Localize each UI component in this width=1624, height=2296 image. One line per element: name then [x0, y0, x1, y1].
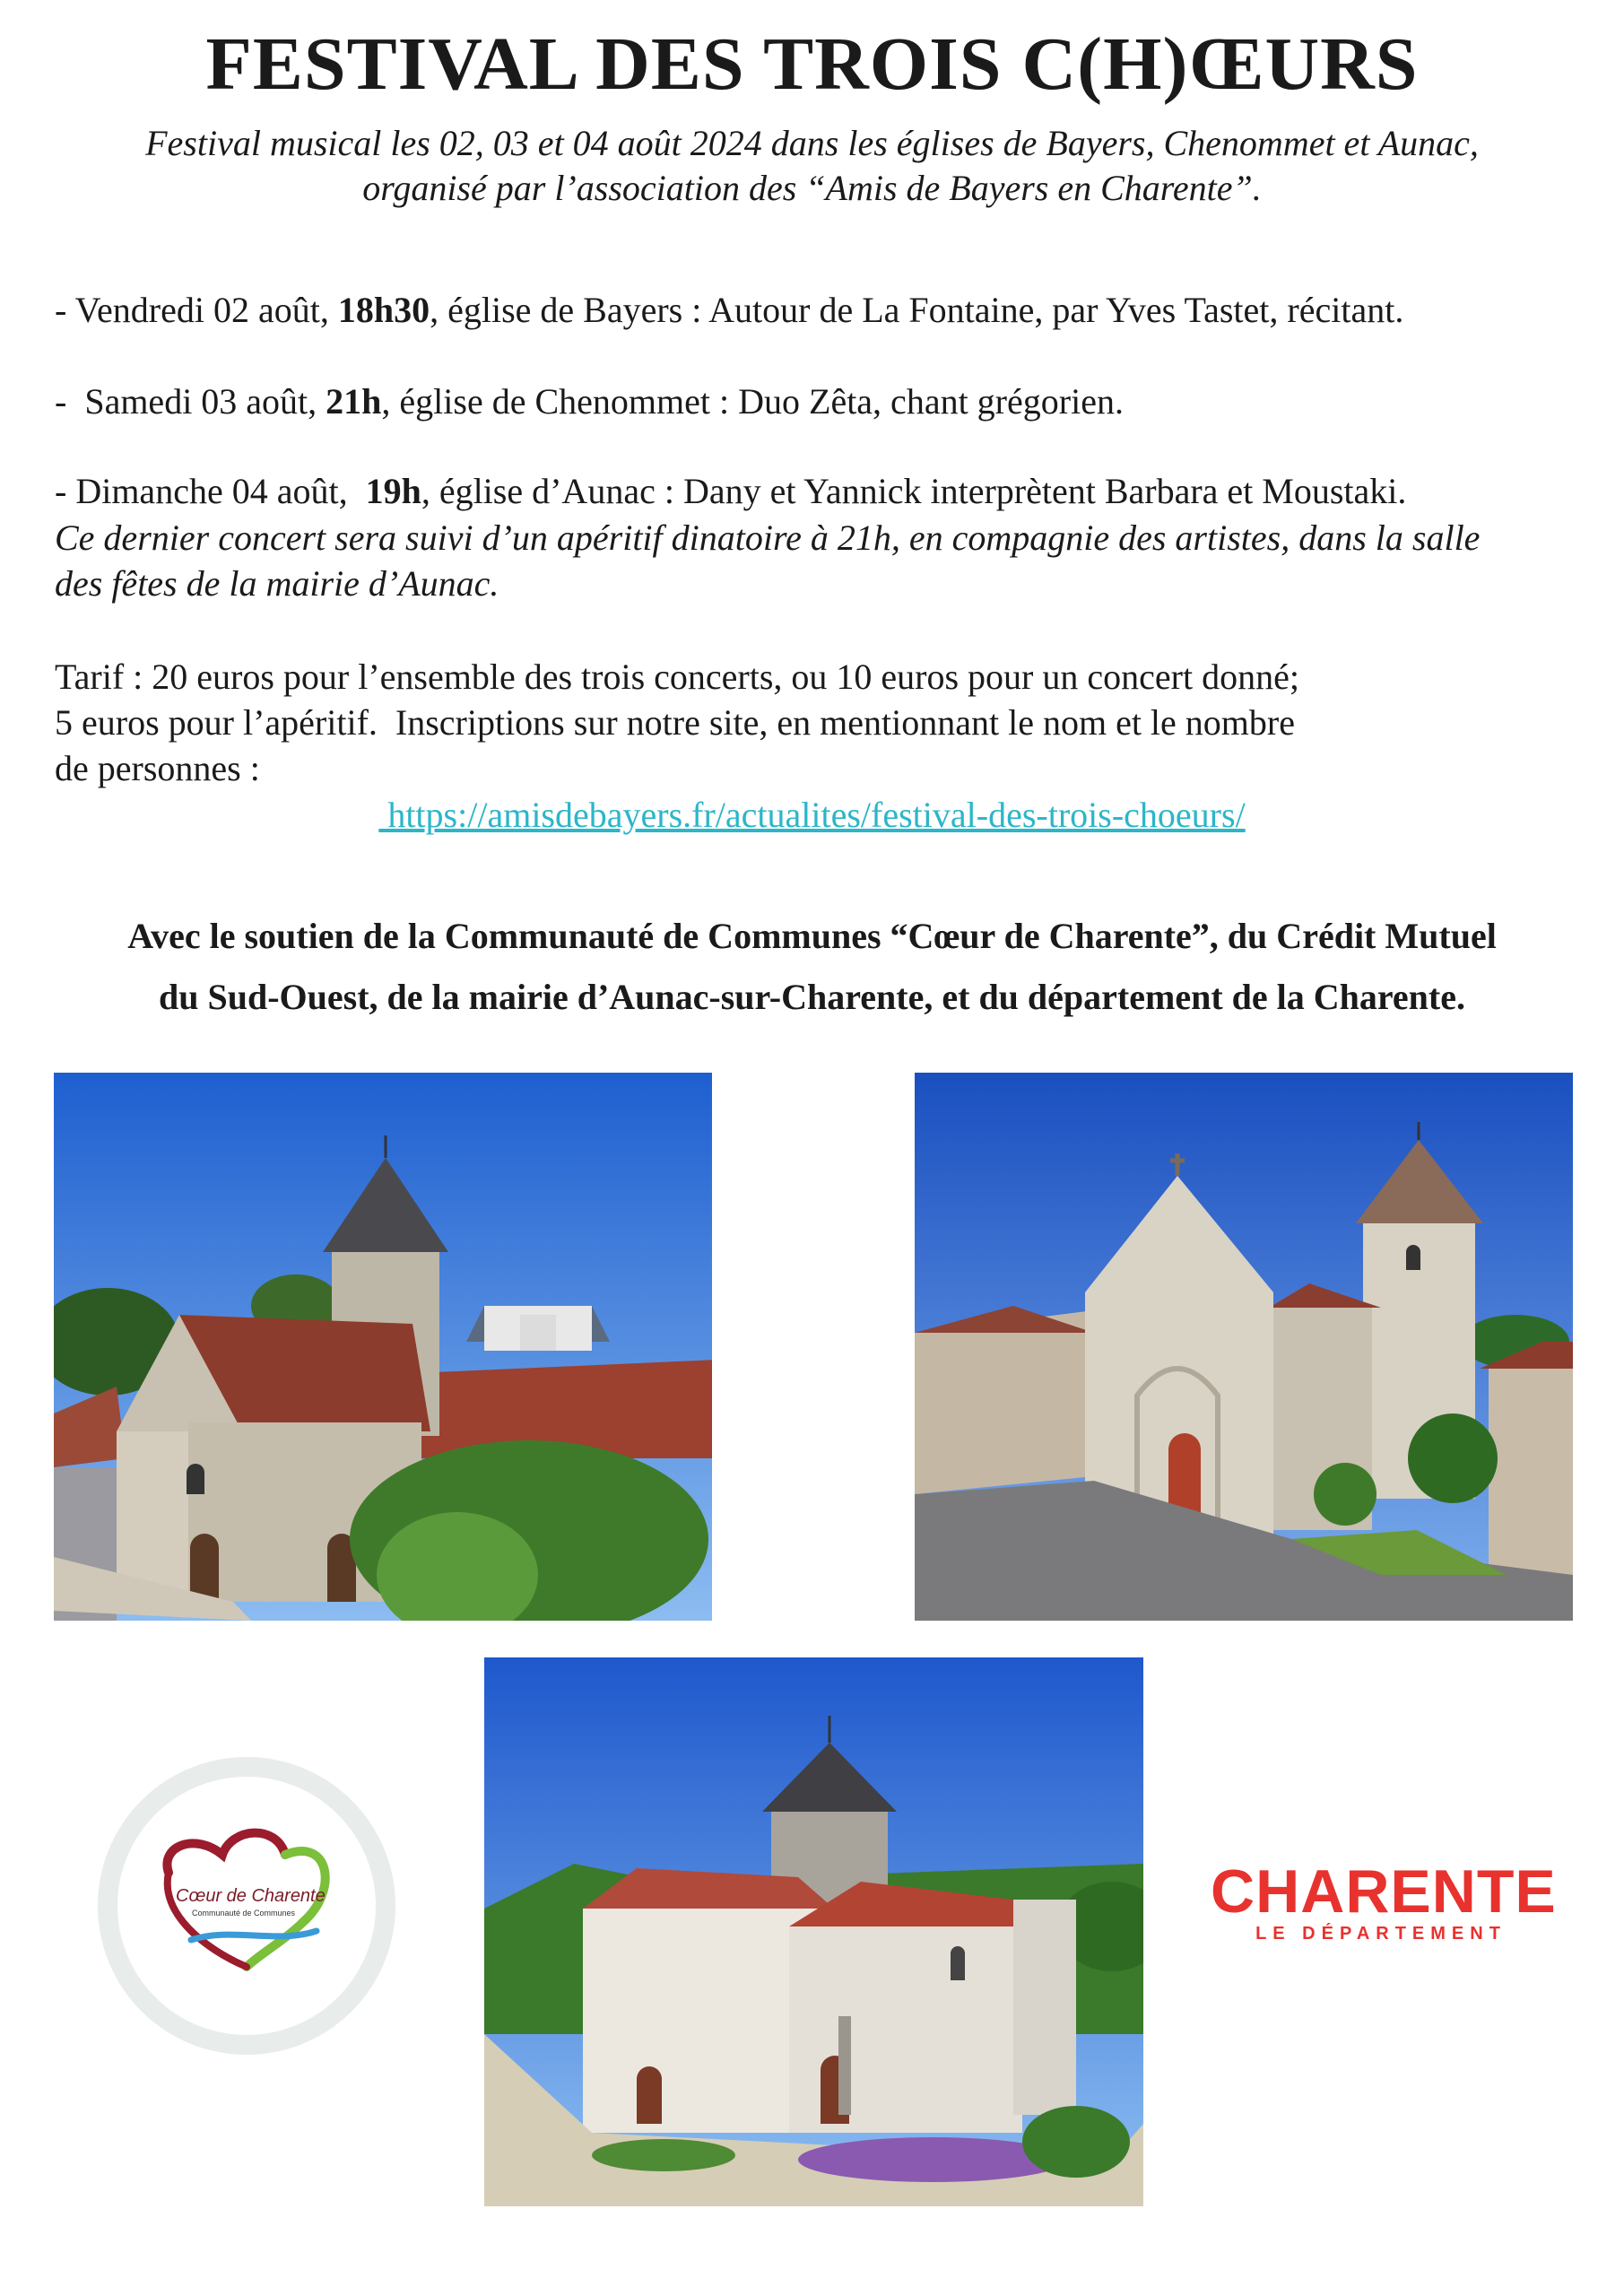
program-item-prefix: - Vendredi 02 août, — [55, 290, 338, 330]
photo-eglise-bayers — [54, 1073, 712, 1621]
charente-logo-subtitle: LE DÉPARTEMENT — [1255, 1924, 1507, 1944]
coeur-logo-name: Cœur de Charente — [176, 1886, 326, 1906]
subtitle-line-1: Festival musical les 02, 03 et 04 août 2024 dans les églises de Bayers, Chenommet et Aunac, — [145, 123, 1479, 163]
charente-logo-name: CHARENTE — [1211, 1857, 1557, 1926]
program-note-line-1: Ce dernier concert sera suivi d’un apéritif dinatoire à 21h, en compagnie des artistes, dans la salle — [55, 517, 1481, 558]
program-item-time: 19h — [365, 471, 421, 511]
logo-charente-departement — [1211, 1857, 1557, 1950]
tarif-line-3: de personnes : — [55, 748, 260, 788]
program-note-line-2: des fêtes de la mairie d’Aunac. — [55, 563, 499, 604]
photo-eglise-aunac — [484, 1657, 1143, 2206]
program-item-details: , église d’Aunac : Dany et Yannick interprètent Barbara et Moustaki. — [421, 471, 1407, 511]
photo-eglise-chenommet — [915, 1073, 1573, 1621]
support-statement — [18, 906, 1606, 1028]
program-item-friday — [55, 287, 1588, 333]
page-title: FESTIVAL DES TROIS C(H)ŒURS — [205, 22, 1419, 106]
tarif-block — [55, 654, 1588, 791]
program-item-prefix: - Dimanche 04 août, — [55, 471, 366, 511]
logo-coeur-de-charente — [97, 1756, 396, 2056]
program-item-details: , église de Chenommet : Duo Zêta, chant grégorien. — [381, 381, 1124, 422]
tarif-line-1: Tarif : 20 euros pour l’ensemble des trois concerts, ou 10 euros pour un concert donné; — [55, 657, 1299, 697]
festival-subtitle — [36, 121, 1588, 211]
program-item-time: 21h — [326, 381, 382, 422]
coeur-logo-subtitle: Communauté de Communes — [192, 1909, 296, 1918]
program-item-saturday — [55, 378, 1588, 424]
program-item-details: , église de Bayers : Autour de La Fontaine, par Yves Tastet, récitant. — [430, 290, 1404, 330]
heart-icon — [167, 1833, 285, 1873]
program-item-prefix: - Samedi 03 août, — [55, 381, 326, 422]
program-item-sunday — [55, 468, 1588, 514]
support-line-1: Avec le soutien de la Communauté de Communes “Cœur de Charente”, du Crédit Mutuel — [127, 916, 1497, 956]
tarif-line-2: 5 euros pour l’apéritif. Inscriptions sur notre site, en mentionnant le nom et le nombre — [55, 702, 1295, 743]
program-note — [55, 515, 1588, 606]
support-line-2: du Sud-Ouest, de la mairie d’Aunac-sur-Charente, et du département de la Charente. — [158, 977, 1465, 1017]
program-item-time: 18h30 — [337, 290, 430, 330]
festival-link[interactable]: https://amisdebayers.fr/actualites/festival-des-trois-choeurs/ — [378, 795, 1246, 835]
subtitle-line-2: organisé par l’association des “Amis de Bayers en Charente”. — [362, 168, 1262, 208]
